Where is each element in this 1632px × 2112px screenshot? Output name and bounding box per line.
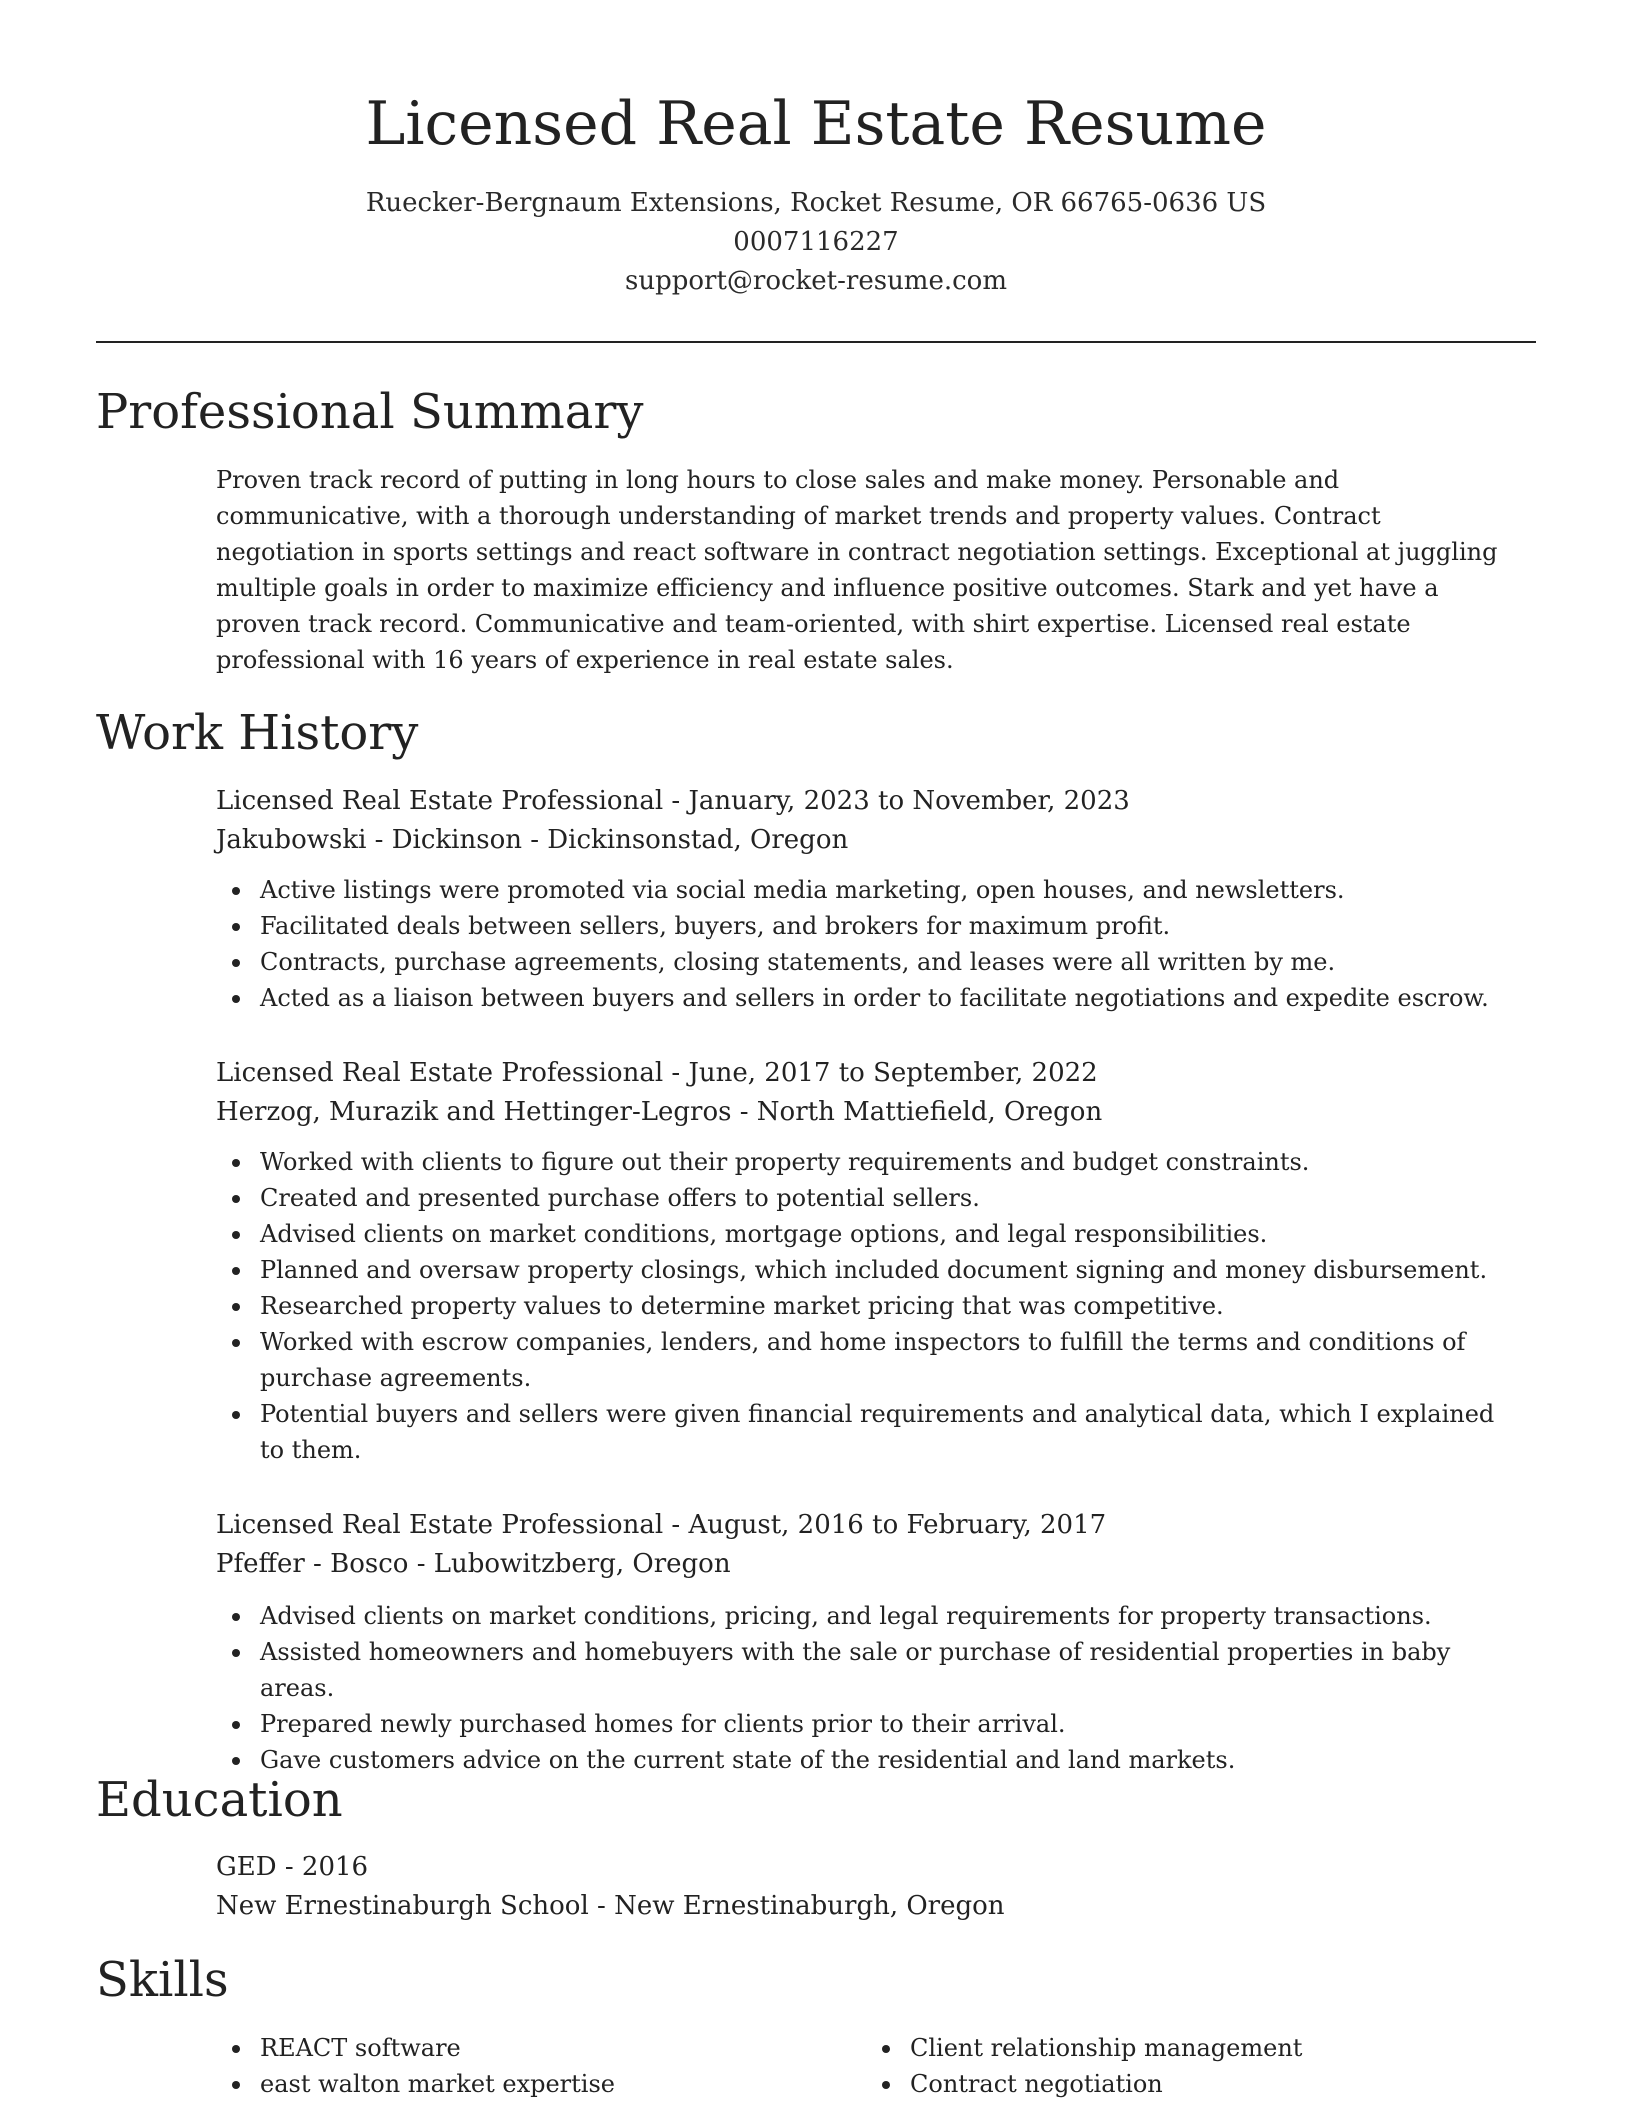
job-title: Licensed Real Estate Professional xyxy=(216,1510,664,1540)
job-entry-3 xyxy=(216,1506,1516,1778)
list-item: Facilitated deals between sellers, buyers, and brokers for maximum profit. xyxy=(216,908,1516,944)
job-company-line xyxy=(216,1545,1516,1584)
job-heading xyxy=(216,1054,1516,1093)
job-location: - North Mattiefield, Oregon xyxy=(731,1097,1103,1127)
skills-list xyxy=(216,2030,1516,2102)
job-bullets xyxy=(216,1598,1516,1778)
job-heading xyxy=(216,782,1516,821)
education-year: - 2016 xyxy=(276,1852,369,1882)
list-item: Acted as a liaison between buyers and sellers in order to facilitate negotiations and expedite escrow. xyxy=(216,980,1516,1016)
job-dates: - January, 2023 to November, 2023 xyxy=(663,786,1130,816)
list-item: Advised clients on market conditions, pricing, and legal requirements for property transactions. xyxy=(216,1598,1516,1634)
list-item: Assisted homeowners and homebuyers with the sale or purchase of residential properties in baby areas. xyxy=(216,1634,1516,1706)
job-title: Licensed Real Estate Professional xyxy=(216,1058,664,1088)
resume-title: Licensed Real Estate Resume xyxy=(365,89,1267,159)
header-divider xyxy=(96,341,1536,343)
list-item: Gave customers advice on the current state of the residential and land markets. xyxy=(216,1742,1516,1778)
list-item: Active listings were promoted via social media marketing, open houses, and newsletters. xyxy=(216,872,1516,908)
job-bullets xyxy=(216,1144,1516,1468)
education-degree: GED xyxy=(216,1852,277,1882)
job-entry-2 xyxy=(216,1054,1516,1468)
education-degree-line xyxy=(216,1848,1516,1887)
job-dates: - August, 2016 to February, 2017 xyxy=(663,1510,1107,1540)
skills-column-left xyxy=(216,2030,866,2102)
summary-text: Proven track record of putting in long hours to close sales and make money. Personable and communicative, with a thorough understanding of market trends and property values. Contract negotiation in sports settings and react software in contract negotiation settings. Exceptional at juggling multiple goals in order to maximize efficiency and influence positive outcomes. Stark and yet have a proven track record. Communicative and team-oriented, with shirt expertise. Licensed real estate professional with 16 years of experience in real estate sales. xyxy=(216,466,1498,674)
section-title-work-history: Work History xyxy=(96,705,419,761)
list-item: Advised clients on market conditions, mortgage options, and legal responsibilities. xyxy=(216,1216,1516,1252)
list-item: Created and presented purchase offers to potential sellers. xyxy=(216,1180,1516,1216)
resume-header xyxy=(0,0,1632,301)
job-dates: - June, 2017 to September, 2022 xyxy=(663,1058,1098,1088)
contact-address: Ruecker-Bergnaum Extensions, Rocket Resume, OR 66765-0636 US xyxy=(365,188,1267,218)
list-item: Worked with clients to figure out their property requirements and budget constraints. xyxy=(216,1144,1516,1180)
list-item: Potential buyers and sellers were given financial requirements and analytical data, which I explained to them. xyxy=(216,1396,1516,1468)
section-title-skills: Skills xyxy=(96,1952,229,2008)
job-company-line xyxy=(216,1093,1516,1132)
list-item: REACT software xyxy=(216,2030,866,2066)
job-company-line xyxy=(216,821,1516,860)
education-school-line xyxy=(216,1887,1516,1926)
list-item: Worked with escrow companies, lenders, and home inspectors to fulfill the terms and conditions of purchase agreements. xyxy=(216,1324,1516,1396)
job-title: Licensed Real Estate Professional xyxy=(216,786,664,816)
list-item: east walton market expertise xyxy=(216,2066,866,2102)
list-item: Planned and oversaw property closings, which included document signing and money disbursement. xyxy=(216,1252,1516,1288)
list-item: Client relationship management xyxy=(866,2030,1516,2066)
list-item: Researched property values to determine market pricing that was competitive. xyxy=(216,1288,1516,1324)
job-company: Pfeffer - Bosco xyxy=(216,1549,409,1579)
list-item: Contract negotiation xyxy=(866,2066,1516,2102)
job-location: - Lubowitzberg, Oregon xyxy=(408,1549,731,1579)
job-company: Herzog, Murazik and Hettinger-Legros xyxy=(216,1097,732,1127)
section-title-education: Education xyxy=(96,1772,343,1828)
job-bullets xyxy=(216,872,1516,1016)
job-location: - Dickinsonstad, Oregon xyxy=(521,825,849,855)
section-title-summary: Professional Summary xyxy=(96,384,644,440)
job-entry-1 xyxy=(216,782,1516,1016)
education-entry xyxy=(216,1848,1516,1926)
education-school: New Ernestinaburgh School xyxy=(216,1891,589,1921)
list-item: Prepared newly purchased homes for clients prior to their arrival. xyxy=(216,1706,1516,1742)
contact-email: support@rocket-resume.com xyxy=(624,266,1007,296)
skills-column-right xyxy=(866,2030,1516,2102)
contact-phone: 0007116227 xyxy=(733,227,899,257)
job-heading xyxy=(216,1506,1516,1545)
list-item: Contracts, purchase agreements, closing statements, and leases were all written by me. xyxy=(216,944,1516,980)
education-location: - New Ernestinaburgh, Oregon xyxy=(588,1891,1005,1921)
job-company: Jakubowski - Dickinson xyxy=(216,825,522,855)
